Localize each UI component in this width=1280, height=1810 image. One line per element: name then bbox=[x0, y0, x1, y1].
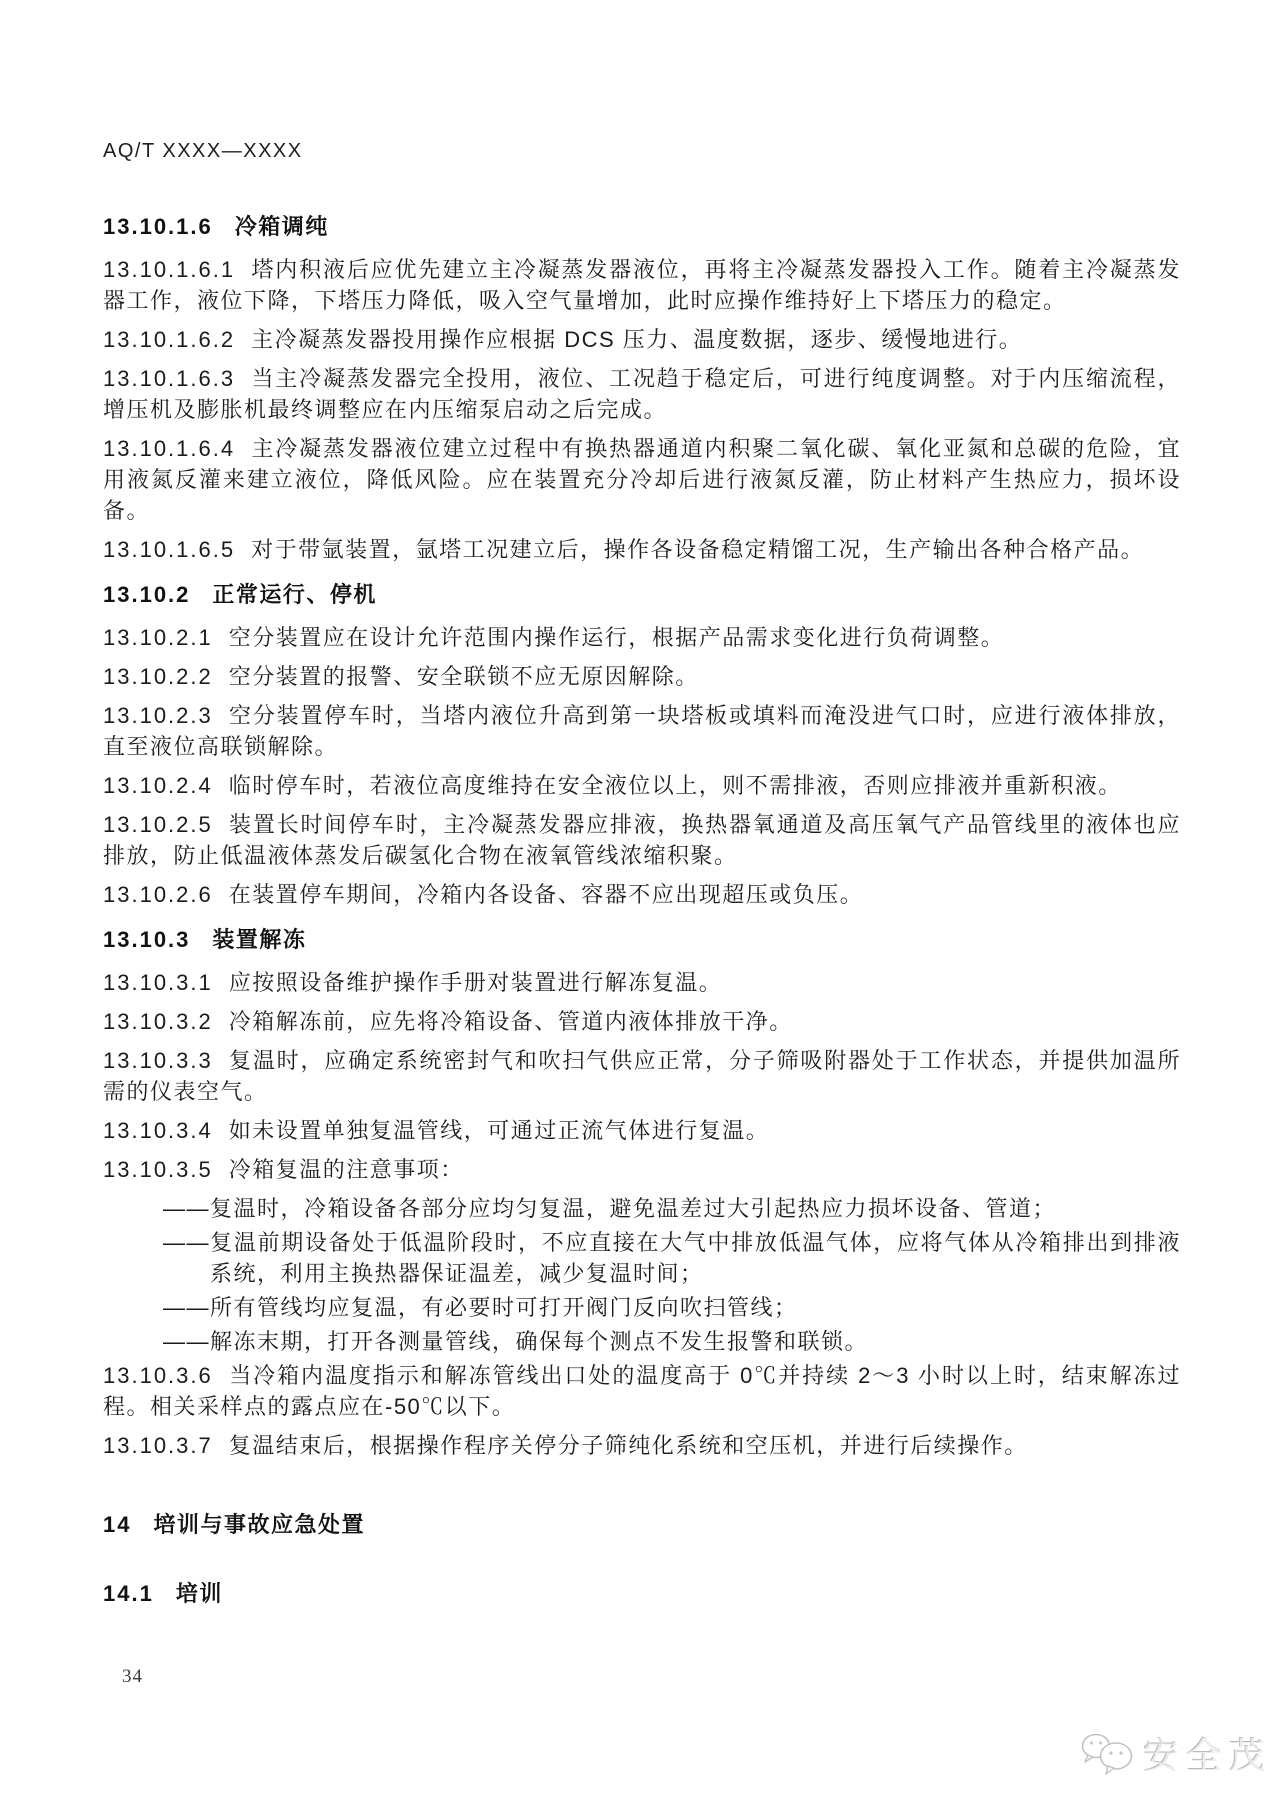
standard-code-header: AQ/T XXXX—XXXX bbox=[103, 140, 303, 162]
clause-number: 14 bbox=[103, 1512, 132, 1537]
clause-number: 13.10.3 bbox=[103, 927, 191, 952]
clause-text: 当冷箱内温度指示和解冻管线出口处的温度高于 0℃并持续 2～3 小时以上时，结束解冻过程。相关采样点的露点应在-50℃以下。 bbox=[103, 1363, 1181, 1419]
clause-text: ——解冻末期，打开各测量管线，确保每个测点不发生报警和联锁。 bbox=[163, 1329, 869, 1354]
clause-number: 13.10.3.1 bbox=[103, 970, 213, 995]
clause-paragraph bbox=[103, 809, 1181, 871]
wechat-icon bbox=[1080, 1731, 1134, 1777]
clause-number: 13.10.1.6.4 bbox=[103, 436, 236, 461]
clause-paragraph bbox=[103, 1154, 1181, 1185]
clause-paragraph bbox=[103, 363, 1181, 425]
clause-number: 13.10.1.6.1 bbox=[103, 257, 236, 282]
clause-paragraph bbox=[103, 622, 1181, 653]
heading-title: 培训 bbox=[175, 1581, 223, 1606]
clause-number: 13.10.1.6.2 bbox=[103, 327, 236, 352]
dash-list-item bbox=[103, 1227, 1181, 1289]
clause-text: 空分装置的报警、安全联锁不应无原因解除。 bbox=[228, 664, 699, 689]
clause-paragraph bbox=[103, 1360, 1181, 1422]
clause-number: 13.10.2.2 bbox=[103, 664, 213, 689]
section-heading bbox=[103, 1578, 1181, 1609]
watermark-brand-text: 安全茂 bbox=[1143, 1735, 1273, 1776]
section-heading bbox=[103, 1509, 1181, 1540]
clause-paragraph bbox=[103, 879, 1181, 910]
clause-number: 13.10.3.2 bbox=[103, 1009, 213, 1034]
clause-text: 主冷凝蒸发器投用操作应根据 DCS 压力、温度数据，逐步、缓慢地进行。 bbox=[251, 327, 1023, 352]
clause-paragraph bbox=[103, 1115, 1181, 1146]
clause-text: 在装置停车期间，冷箱内各设备、容器不应出现超压或负压。 bbox=[228, 882, 864, 907]
clause-number: 13.10.3.7 bbox=[103, 1433, 213, 1458]
clause-paragraph bbox=[103, 661, 1181, 692]
heading-title: 培训与事故应急处置 bbox=[153, 1512, 365, 1537]
clause-paragraph bbox=[103, 254, 1181, 316]
watermark bbox=[1080, 1728, 1272, 1779]
clause-text: 冷箱解冻前，应先将冷箱设备、管道内液体排放干净。 bbox=[228, 1009, 793, 1034]
clause-number: 13.10.3.3 bbox=[103, 1048, 213, 1073]
clause-paragraph bbox=[103, 1430, 1181, 1461]
clause-text: 装置长时间停车时，主冷凝蒸发器应排液，换热器氧通道及高压氧气产品管线里的液体也应排放，防止低温液体蒸发后碳氢化合物在液氧管线浓缩积聚。 bbox=[103, 812, 1181, 868]
clause-paragraph bbox=[103, 324, 1181, 355]
clause-number: 13.10.2 bbox=[103, 582, 191, 607]
clause-text: 临时停车时，若液位高度维持在安全液位以上，则不需排液，否则应排液并重新积液。 bbox=[228, 773, 1122, 798]
clause-text: 对于带氩装置，氩塔工况建立后，操作各设备稳定精馏工况，生产输出各种合格产品。 bbox=[251, 537, 1145, 562]
clause-number: 13.10.3.4 bbox=[103, 1118, 213, 1143]
document-body bbox=[103, 197, 1181, 1621]
clause-paragraph bbox=[103, 534, 1181, 565]
clause-text: 如未设置单独复温管线，可通过正流气体进行复温。 bbox=[228, 1118, 770, 1143]
heading-title: 正常运行、停机 bbox=[212, 582, 377, 607]
clause-number: 13.10.1.6 bbox=[103, 214, 213, 239]
clause-number: 13.10.1.6.5 bbox=[103, 537, 236, 562]
clause-number: 13.10.2.3 bbox=[103, 703, 213, 728]
clause-text: ——所有管线均应复温，有必要时可打开阀门反向吹扫管线； bbox=[163, 1295, 798, 1320]
clause-text: 当主冷凝蒸发器完全投用，液位、工况趋于稳定后，可进行纯度调整。对于内压缩流程，增压机及膨胀机最终调整应在内压缩泵启动之后完成。 bbox=[103, 366, 1181, 422]
dash-list-item bbox=[103, 1292, 1181, 1323]
heading-title: 装置解冻 bbox=[212, 927, 307, 952]
section-heading bbox=[103, 924, 1181, 955]
clause-number: 13.10.2.1 bbox=[103, 625, 213, 650]
dash-list-item bbox=[103, 1326, 1181, 1357]
clause-paragraph bbox=[103, 700, 1181, 762]
section-heading bbox=[103, 579, 1181, 610]
clause-number: 13.10.3.6 bbox=[103, 1363, 213, 1388]
clause-number: 13.10.1.6.3 bbox=[103, 366, 236, 391]
section-heading bbox=[103, 211, 1181, 242]
clause-paragraph bbox=[103, 433, 1181, 526]
dash-list-item bbox=[103, 1193, 1181, 1224]
clause-paragraph bbox=[103, 1006, 1181, 1037]
clause-text: ——复温前期设备处于低温阶段时，不应直接在大气中排放低温气体，应将气体从冷箱排出到排液系统，利用主换热器保证温差，减少复温时间； bbox=[163, 1230, 1181, 1286]
clause-paragraph bbox=[103, 770, 1181, 801]
clause-paragraph bbox=[103, 967, 1181, 998]
clause-text: 空分装置应在设计允许范围内操作运行，根据产品需求变化进行负荷调整。 bbox=[228, 625, 1005, 650]
clause-text: 应按照设备维护操作手册对装置进行解冻复温。 bbox=[228, 970, 723, 995]
page-number: 34 bbox=[122, 1666, 143, 1687]
clause-text: 复温时，应确定系统密封气和吹扫气供应正常，分子筛吸附器处于工作状态，并提供加温所需的仪表空气。 bbox=[103, 1048, 1181, 1104]
clause-text: 冷箱复温的注意事项： bbox=[228, 1157, 464, 1182]
clause-text: ——复温时，冷箱设备各部分应均匀复温，避免温差过大引起热应力损坏设备、管道； bbox=[163, 1196, 1057, 1221]
heading-title: 冷箱调纯 bbox=[234, 214, 329, 239]
clause-number: 13.10.2.6 bbox=[103, 882, 213, 907]
clause-number: 13.10.2.4 bbox=[103, 773, 213, 798]
clause-text: 塔内积液后应优先建立主冷凝蒸发器液位，再将主冷凝蒸发器投入工作。随着主冷凝蒸发器工作，液位下降，下塔压力降低，吸入空气量增加，此时应操作维持好上下塔压力的稳定。 bbox=[103, 257, 1181, 313]
clause-text: 主冷凝蒸发器液位建立过程中有换热器通道内积聚二氧化碳、氧化亚氮和总碳的危险，宜用液氮反灌来建立液位，降低风险。应在装置充分冷却后进行液氮反灌，防止材料产生热应力，损坏设备。 bbox=[103, 436, 1181, 523]
clause-paragraph bbox=[103, 1045, 1181, 1107]
clause-text: 复温结束后，根据操作程序关停分子筛纯化系统和空压机，并进行后续操作。 bbox=[228, 1433, 1028, 1458]
clause-text: 空分装置停车时，当塔内液位升高到第一块塔板或填料而淹没进气口时，应进行液体排放，直至液位高联锁解除。 bbox=[103, 703, 1181, 759]
clause-number: 13.10.2.5 bbox=[103, 812, 213, 837]
clause-number: 14.1 bbox=[103, 1581, 154, 1606]
clause-number: 13.10.3.5 bbox=[103, 1157, 213, 1182]
